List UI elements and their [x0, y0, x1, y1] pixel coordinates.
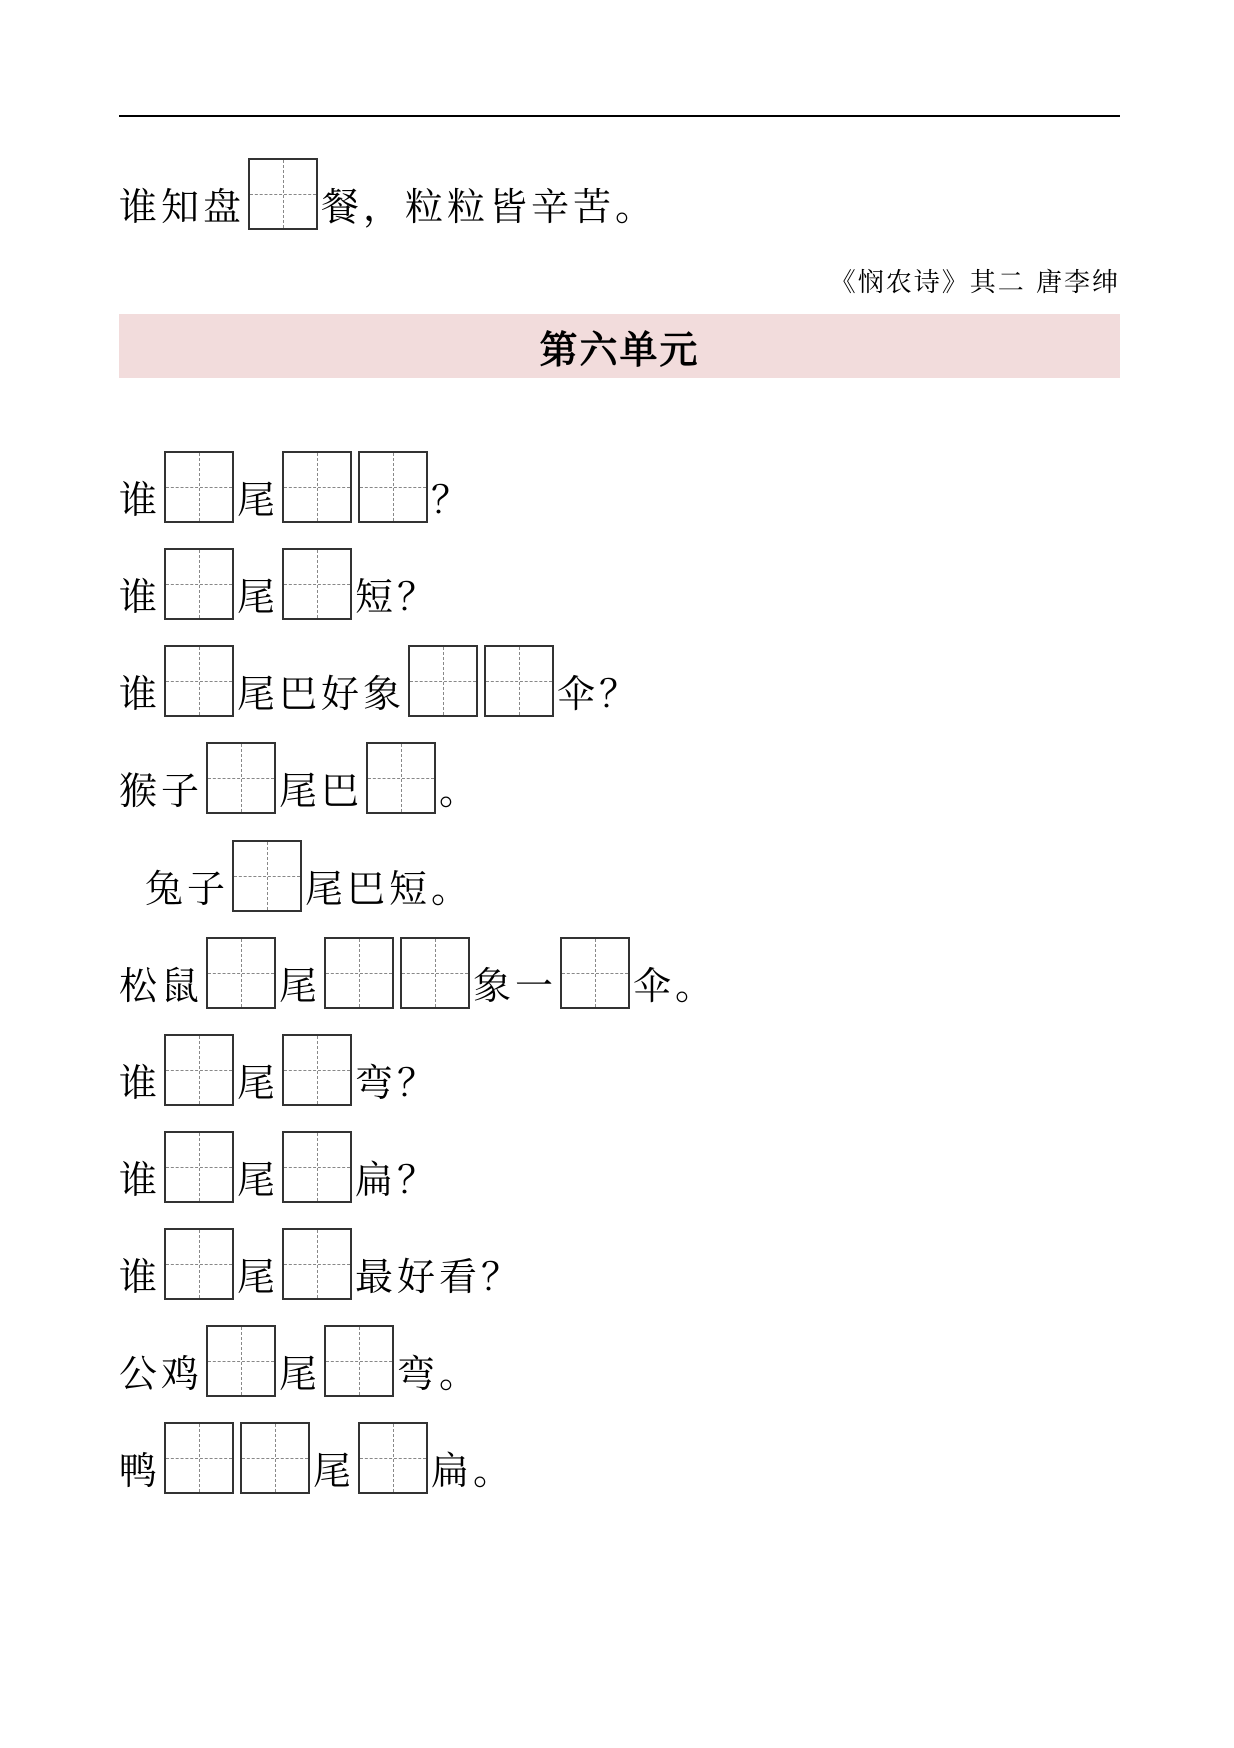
- row-text: 尾: [279, 1352, 322, 1396]
- answer-box[interactable]: [164, 548, 234, 620]
- row-text: 谁: [119, 575, 162, 619]
- row-text: 最好看？: [355, 1255, 524, 1299]
- row-text: 松鼠: [119, 964, 204, 1008]
- row-text: 谁: [119, 1255, 162, 1299]
- row-text: 鸭: [119, 1449, 162, 1493]
- poem-text-before: 谁知盘: [119, 185, 246, 229]
- answer-box[interactable]: [206, 937, 276, 1009]
- exercise-row-1: [119, 443, 473, 523]
- row-text: 尾巴: [279, 769, 364, 813]
- row-text: 尾: [237, 1061, 280, 1105]
- exercise-row-5: [145, 832, 473, 912]
- row-text: 弯。: [397, 1352, 482, 1396]
- answer-box[interactable]: [282, 1228, 352, 1300]
- row-text: 尾: [237, 1158, 280, 1202]
- row-text: 扁？: [355, 1158, 440, 1202]
- row-text: 伞。: [633, 964, 718, 1008]
- row-text: 弯？: [355, 1061, 440, 1105]
- row-text: ？: [431, 478, 474, 522]
- row-text: 扁。: [431, 1449, 516, 1493]
- row-text: 尾: [313, 1449, 356, 1493]
- answer-box[interactable]: [206, 742, 276, 814]
- poem-line: [119, 150, 657, 230]
- answer-box[interactable]: [484, 645, 554, 717]
- answer-box[interactable]: [164, 451, 234, 523]
- answer-box[interactable]: [282, 1034, 352, 1106]
- row-text: 象一: [473, 964, 558, 1008]
- row-text: 尾: [237, 478, 280, 522]
- exercise-row-6: [119, 929, 717, 1009]
- exercise-row-9: [119, 1220, 523, 1300]
- exercise-row-11: [119, 1414, 515, 1494]
- exercise-row-2: [119, 540, 439, 620]
- unit-title: 第六单元: [119, 314, 1120, 378]
- answer-box[interactable]: [324, 1325, 394, 1397]
- row-text: 尾: [279, 964, 322, 1008]
- answer-box[interactable]: [282, 548, 352, 620]
- answer-box[interactable]: [324, 937, 394, 1009]
- answer-box[interactable]: [164, 1034, 234, 1106]
- row-text: 。: [439, 769, 482, 813]
- answer-box[interactable]: [358, 1422, 428, 1494]
- answer-box[interactable]: [408, 645, 478, 717]
- exercise-row-10: [119, 1317, 481, 1397]
- answer-box[interactable]: [400, 937, 470, 1009]
- answer-box[interactable]: [164, 1228, 234, 1300]
- row-text: 兔子: [145, 867, 230, 911]
- answer-box[interactable]: [248, 158, 318, 230]
- poem-attribution: 《悯农诗》其二 唐李绅: [829, 268, 1120, 298]
- row-text: 公鸡: [119, 1352, 204, 1396]
- exercise-row-3: [119, 637, 641, 717]
- row-text: 尾巴短。: [305, 867, 474, 911]
- row-text: 尾: [237, 575, 280, 619]
- answer-box[interactable]: [164, 645, 234, 717]
- answer-box[interactable]: [366, 742, 436, 814]
- answer-box[interactable]: [560, 937, 630, 1009]
- row-text: 伞？: [557, 672, 642, 716]
- row-text: 短？: [355, 575, 440, 619]
- row-text: 谁: [119, 1158, 162, 1202]
- exercise-row-7: [119, 1026, 439, 1106]
- row-text: 尾巴好象: [237, 672, 406, 716]
- exercise-row-8: [119, 1123, 439, 1203]
- answer-box[interactable]: [232, 840, 302, 912]
- row-text: 谁: [119, 672, 162, 716]
- row-text: 猴子: [119, 769, 204, 813]
- poem-text-after: 餐，粒粒皆辛苦。: [321, 185, 658, 229]
- answer-box[interactable]: [282, 451, 352, 523]
- answer-box[interactable]: [206, 1325, 276, 1397]
- top-rule: [119, 115, 1120, 117]
- row-text: 尾: [237, 1255, 280, 1299]
- answer-box[interactable]: [164, 1422, 234, 1494]
- answer-box[interactable]: [358, 451, 428, 523]
- answer-box[interactable]: [240, 1422, 310, 1494]
- row-text: 谁: [119, 478, 162, 522]
- row-text: 谁: [119, 1061, 162, 1105]
- exercise-row-4: [119, 734, 481, 814]
- answer-box[interactable]: [282, 1131, 352, 1203]
- answer-box[interactable]: [164, 1131, 234, 1203]
